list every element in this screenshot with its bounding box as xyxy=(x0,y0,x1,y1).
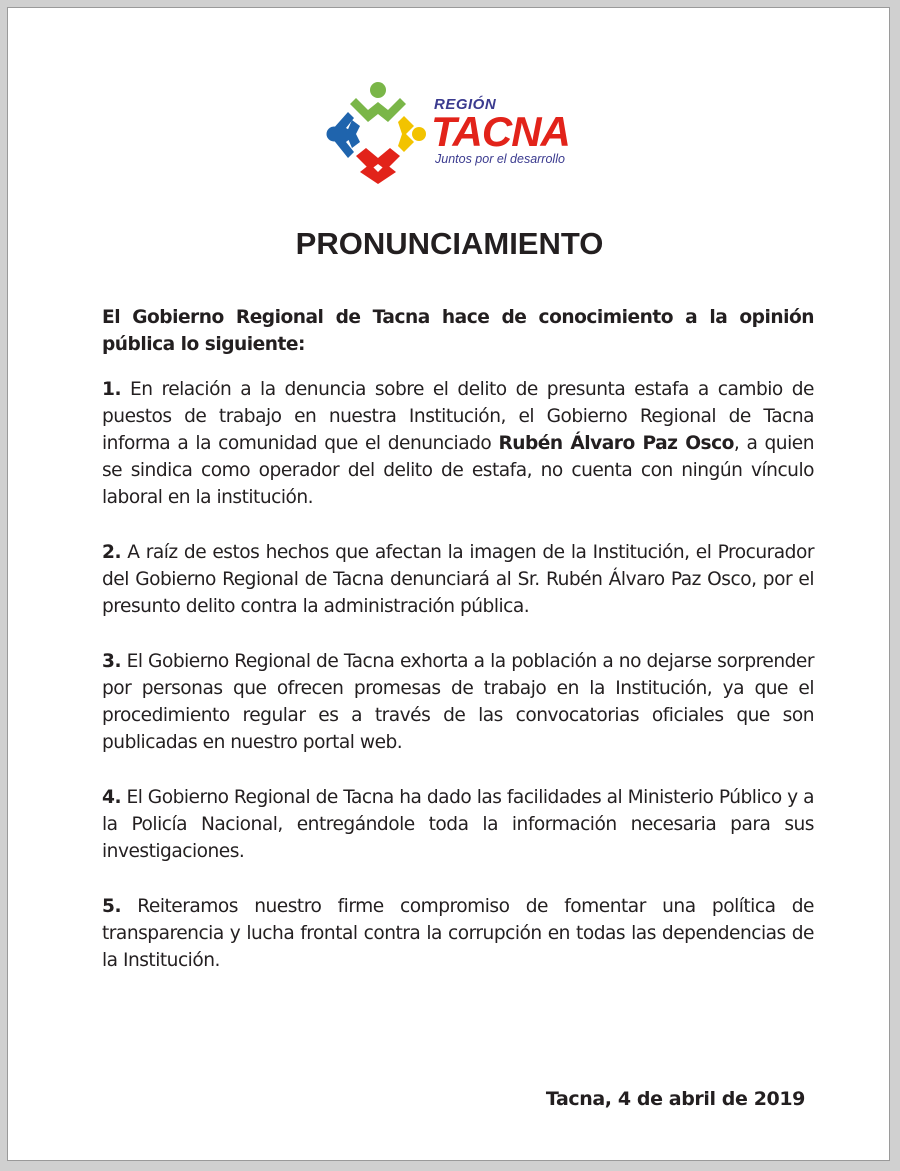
paragraph-text: El Gobierno Regional de Tacna exhorta a la población a no dejarse sorprender por personas que ofrecen promesas de trabajo en la Institución, ya que el procedimiento regular es a través de las convocatorias oficiales que son publicadas en nuestro portal web. xyxy=(102,651,814,753)
logo-slogan: Juntos por el desarrollo xyxy=(435,152,565,166)
region-tacna-logo xyxy=(326,76,596,186)
intro-paragraph: El Gobierno Regional de Tacna hace de conocimiento a la opinión pública lo siguiente: xyxy=(102,307,814,355)
paragraph-1 xyxy=(102,376,814,511)
paragraph-number: 2. xyxy=(102,542,122,563)
logo-emblem-icon xyxy=(326,76,426,186)
paragraph-3 xyxy=(102,648,814,756)
paragraph-2 xyxy=(102,539,814,620)
paragraph-number: 3. xyxy=(102,651,122,672)
paragraph-4 xyxy=(102,784,814,865)
paragraph-text: A raíz de estos hechos que afectan la imagen de la Institución, el Procurador del Gobierno Regional de Tacna denunciará al Sr. Rubén Álvaro Paz Osco, por el presunto delito contra la administración pública. xyxy=(102,542,814,617)
document-title: PRONUNCIAMIENTO xyxy=(295,226,604,261)
paragraph-number: 4. xyxy=(102,787,122,808)
logo-region-label: REGIÓN xyxy=(434,96,497,113)
paragraph-text: , a quien se sindica como operador del delito de estafa, no cuenta con ningún vínculo laboral en la institución. xyxy=(102,433,814,508)
paragraph-number: 1. xyxy=(102,379,122,400)
logo-tacna-label: TACNA xyxy=(431,108,570,155)
paragraph-text: En relación a la denuncia sobre el delito de presunta estafa a cambio de puestos de trabajo en nuestra Institución, el Gobierno Regional de Tacna informa a la comunidad que el denunciado xyxy=(102,379,814,454)
document-page xyxy=(7,7,890,1161)
accused-name: Rubén Álvaro Paz Osco xyxy=(498,433,734,454)
paragraph-5 xyxy=(102,893,814,974)
logo-wordmark xyxy=(431,96,570,166)
paragraph-text: El Gobierno Regional de Tacna ha dado las facilidades al Ministerio Público y a la Policía Nacional, entregándole toda la información necesaria para sus investigaciones. xyxy=(102,787,814,862)
paragraph-number: 5. xyxy=(102,896,122,917)
document-body xyxy=(102,304,814,1002)
place-date-signature: Tacna, 4 de abril de 2019 xyxy=(545,1088,805,1110)
paragraph-text: Reiteramos nuestro firme compromiso de fomentar una política de transparencia y lucha frontal contra la corrupción en todas las dependencias de la Institución. xyxy=(102,896,814,971)
